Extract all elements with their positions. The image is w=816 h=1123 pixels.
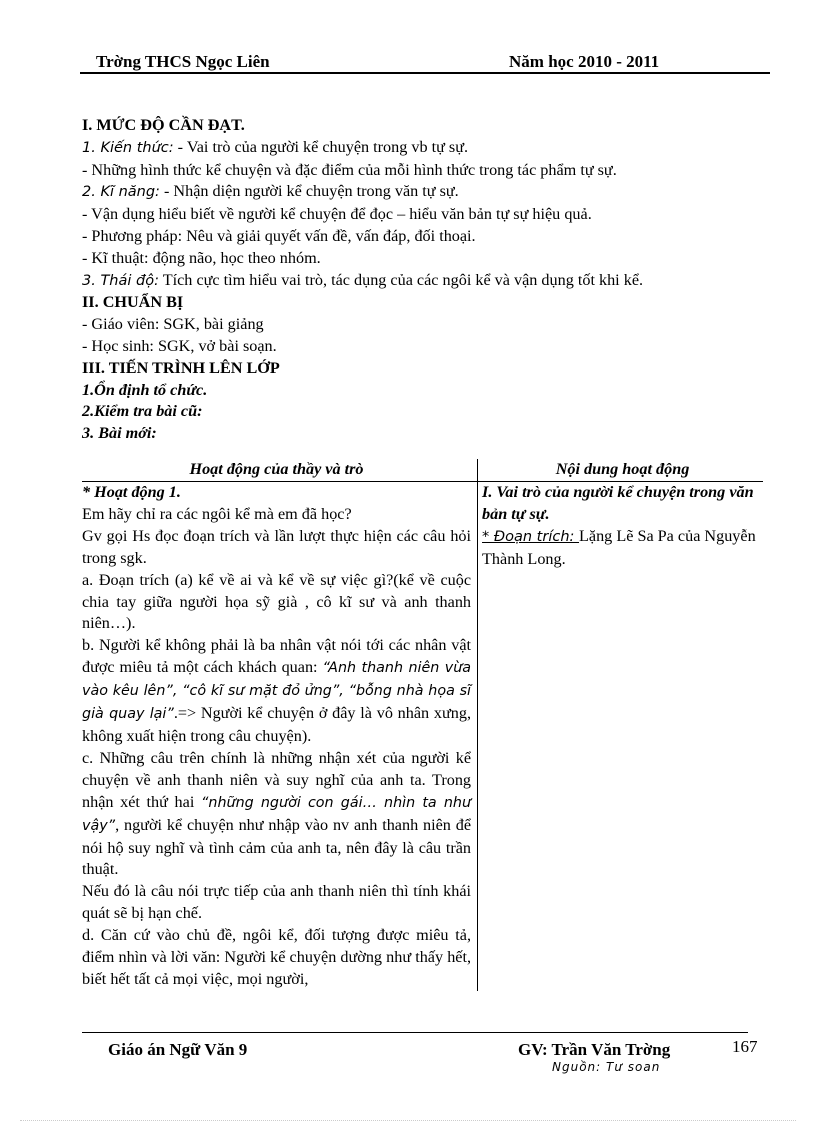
school-year: Năm học 2010 - 2011 xyxy=(509,52,660,71)
skill-text: - Nhận diện người kể chuyện trong văn tự sự. xyxy=(159,182,459,201)
excerpt-text: Lặng Lẽ Sa Pa của Nguyễn Thành Long. xyxy=(482,526,756,568)
method-line: - Phương pháp: Nêu và giải quyết vấn đề, vấn đáp, đối thoại. xyxy=(82,226,476,245)
section-heading-2: II. CHUẨN BỊ xyxy=(82,293,184,312)
footer-teacher: GV: Trần Văn Trờng xyxy=(518,1040,671,1059)
attitude-text: Tích cực tìm hiểu vai trò, tác dụng của các ngôi kể và vận dụng tốt khi kể. xyxy=(158,270,644,289)
answer-b-quote: “Anh thanh niên vừa vào kêu lên”, “cô kĩ sư mặt đỏ ửng”, “bỗng nhà họa sĩ già quay lại” xyxy=(82,660,472,723)
table-header-row xyxy=(82,459,763,482)
skill-label: 2. Kĩ năng: xyxy=(82,184,160,201)
section-heading-1: I. MỨC ĐỘ CẦN ĐẠT. xyxy=(82,116,245,134)
answer-b-text-2: .=> Người kể chuyện ở đây là vô nhân xưng, không xuất hiện trong câu chuyện). xyxy=(82,704,472,745)
footer-divider xyxy=(82,1032,748,1033)
document-body xyxy=(82,115,742,445)
section-heading-3: III. TIẾN TRÌNH LÊN LỚP xyxy=(82,358,280,377)
skill-line xyxy=(82,181,742,204)
technique-line: - Kĩ thuật: động não, học theo nhóm. xyxy=(82,248,321,267)
page-header xyxy=(80,50,770,74)
answer-c-note: Nếu đó là câu nói trực tiếp của anh thanh niên thì tính khái quát sẽ bị hạn chế. xyxy=(82,882,472,923)
skill-line-2: - Vận dụng hiểu biết về người kể chuyện để đọc – hiểu văn bản tự sự hiệu quả. xyxy=(82,205,592,224)
answer-c xyxy=(82,748,471,881)
student-prep: - Học sinh: SGK, vở bài soạn. xyxy=(82,336,277,355)
col-activity-header: Hoạt động của thầy và trò xyxy=(82,459,478,482)
step-2: 2.Kiểm tra bài cũ: xyxy=(82,402,203,421)
knowledge-text: - Vai trò của người kể chuyện trong vb tự sự. xyxy=(173,137,469,156)
knowledge-line xyxy=(82,137,742,160)
answer-b xyxy=(82,635,471,748)
content-title: I. Vai trò của người kể chuyện trong văn bản tự sự. xyxy=(482,483,754,523)
knowledge-label: 1. Kiến thức: xyxy=(82,139,174,156)
answer-b-text-1: b. Người kể không phải là ba nhân vật nói tới các nhân vật được miêu tả một cách khách quan: xyxy=(82,636,472,677)
teacher-prep: - Giáo viên: SGK, bài giảng xyxy=(82,315,264,334)
attitude-label: 3. Thái độ: xyxy=(82,272,159,289)
question-2: Gv gọi Hs đọc đoạn trích và lần lượt thực hiện các câu hỏi trong sgk. xyxy=(82,526,472,567)
question-1: Em hãy chỉ ra các ngôi kể mà em đã học? xyxy=(82,504,352,523)
activity-1-title: * Hoạt động 1. xyxy=(82,483,181,501)
activity-table xyxy=(82,459,763,991)
answer-a: a. Đoạn trích (a) kể về ai và kể về sự việc gì?(kể về cuộc chia tay giữa người họa sỹ già , cô kĩ sư và anh thanh niên…). xyxy=(82,570,472,633)
col-content-header: Nội dung hoạt động xyxy=(478,459,763,482)
content-cell xyxy=(478,482,763,991)
school-name: Trờng THCS Ngọc Liên xyxy=(96,52,270,71)
excerpt-label: * Đoạn trích: xyxy=(482,528,580,545)
attitude-line xyxy=(82,270,742,293)
page-number: 167 xyxy=(732,1037,758,1056)
content-excerpt xyxy=(482,526,763,571)
knowledge-line-2: - Những hình thức kể chuyện và đặc điểm của mỗi hình thức trong tác phẩm tự sự. xyxy=(82,160,617,179)
answer-c-text-2: , người kể chuyện như nhập vào nv anh thanh niên để nói hộ suy nghĩ và tình cảm của anh ta, nên đây là câu trần thuật. xyxy=(82,815,472,879)
step-3: 3. Bài mới: xyxy=(82,424,157,443)
answer-c-text-1: c. Những câu trên chính là những nhận xét của người kể chuyện về anh thanh niên và suy nghĩ của anh ta. Trong nhận xét thứ hai xyxy=(82,748,472,811)
footer-source: Nguồn: Tư soan xyxy=(552,1060,661,1074)
step-1: 1.Ổn định tổ chức. xyxy=(82,380,208,399)
answer-c-quote: “những người con gái… nhìn ta như vậy” xyxy=(82,794,472,834)
activity-cell xyxy=(82,482,478,991)
page-bottom-dots xyxy=(20,1120,796,1121)
answer-d: d. Căn cứ vào chủ đề, ngôi kể, đối tượng được miêu tả, điểm nhìn và lời văn: Người kể chuyện dường như thấy hết, biết hết tất cả mọi việc, mọi người, xyxy=(82,926,472,988)
table-row xyxy=(82,482,763,991)
footer-title: Giáo án Ngữ Văn 9 xyxy=(108,1040,248,1059)
